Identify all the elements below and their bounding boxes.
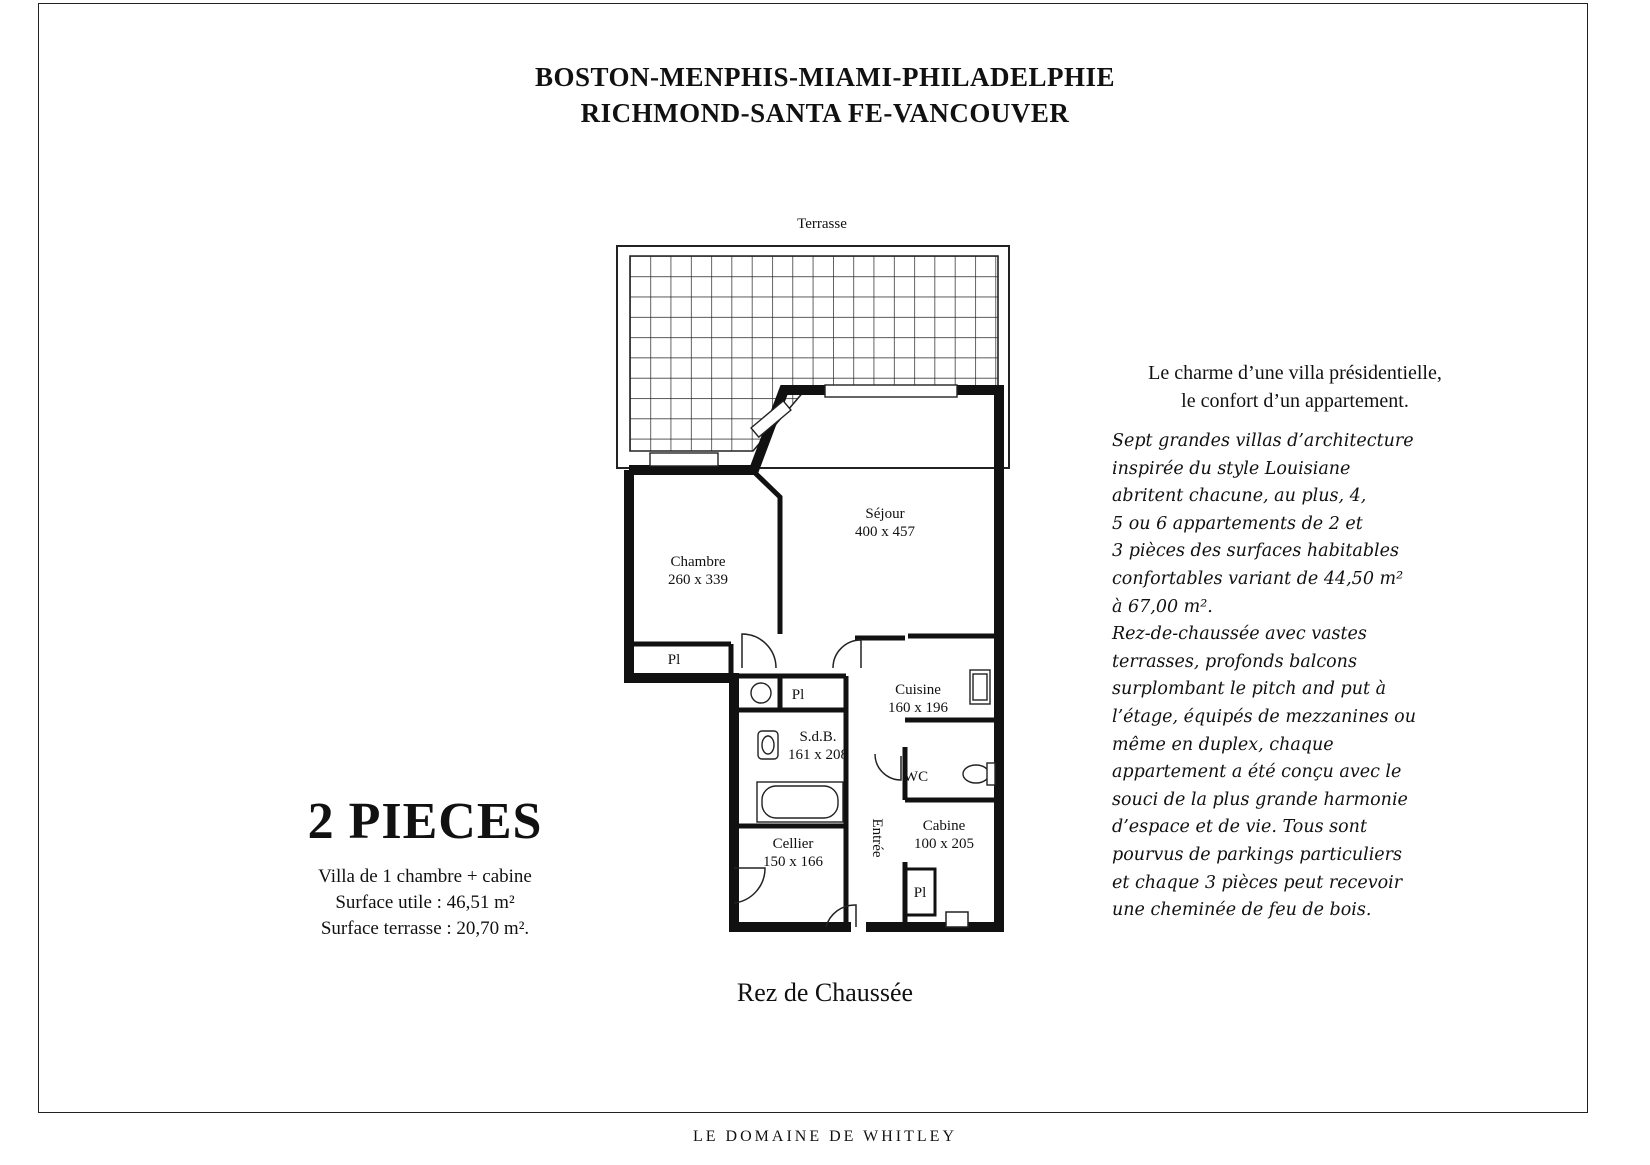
entry-step <box>946 912 968 927</box>
description-line: l’étage, équipés de mezzanines ou <box>1112 706 1416 727</box>
sink-icon <box>758 731 778 759</box>
description-line: une cheminée de feu de bois. <box>1112 900 1372 921</box>
description-line: surplombant le pitch and put à <box>1112 679 1387 700</box>
tagline-line-1: Le charme d’une villa présidentielle, <box>1148 362 1442 384</box>
label-cellier: Cellier <box>772 836 814 852</box>
description-line: 5 ou 6 appartements de 2 et <box>1112 513 1363 534</box>
description-line: et chaque 3 pièces peut recevoir <box>1112 872 1403 893</box>
dims-sejour: 400 x 457 <box>855 524 915 540</box>
footer-brand: LE DOMAINE DE WHITLEY <box>693 1128 957 1145</box>
label-placard-cabine: Pl <box>913 885 927 901</box>
label-chambre: Chambre <box>670 554 726 570</box>
description-line: Sept grandes villas d’architecture <box>1112 431 1414 451</box>
dims-chambre: 260 x 339 <box>668 572 728 588</box>
description-line: d’espace et de vie. Tous sont <box>1112 817 1367 838</box>
label-placard-chambre: Pl <box>667 652 681 668</box>
description-line: appartement a été conçu avec le <box>1112 762 1402 783</box>
door-sejour <box>833 640 861 668</box>
description-line: abritent chacune, au plus, 4, <box>1112 486 1367 507</box>
summary-surface-utile: Surface utile : 46,51 m² <box>335 892 515 913</box>
tagline-line-2: le confort d’un appartement. <box>1181 390 1409 412</box>
summary-surface-terrasse: Surface terrasse : 20,70 m². <box>320 918 530 939</box>
dims-sdb: 161 x 208 <box>788 747 848 763</box>
terrace-tiles <box>630 256 998 451</box>
label-sdb: S.d.B. <box>799 729 837 745</box>
label-entree: Entrée <box>869 818 885 858</box>
dims-cellier: 150 x 166 <box>763 854 823 870</box>
laundry-icon <box>751 683 771 703</box>
room-labels <box>668 506 974 901</box>
description-line: terrasses, profonds balcons <box>1112 651 1357 672</box>
window-sejour <box>825 385 957 397</box>
description-line: 3 pièces des surfaces habitables <box>1112 541 1399 562</box>
title-cities-line-2: RICHMOND-SANTA FE-VANCOUVER <box>580 98 1070 128</box>
terrace <box>617 216 1009 468</box>
description-line: même en duplex, chaque <box>1112 734 1334 755</box>
terrace-label: Terrasse <box>797 216 847 232</box>
door-chambre <box>742 634 776 668</box>
label-wc: WC <box>903 769 929 785</box>
dims-cabine: 100 x 205 <box>914 836 974 852</box>
description-line: souci de la plus grande harmonie <box>1112 789 1408 810</box>
description-line: inspirée du style Louisiane <box>1112 458 1351 479</box>
window-chambre <box>650 453 718 466</box>
door-wc <box>875 754 901 780</box>
title-cities-line-1: BOSTON-MENPHIS-MIAMI-PHILADELPHIE <box>534 62 1116 92</box>
dims-cuisine: 160 x 196 <box>888 700 948 716</box>
description-line: Rez-de-chaussée avec vastes <box>1112 624 1367 645</box>
label-cuisine: Cuisine <box>895 682 941 698</box>
label-cabine: Cabine <box>922 818 966 834</box>
description-line: confortables variant de 44,50 m² <box>1112 568 1404 589</box>
toilet-icon <box>963 765 989 783</box>
summary-rooms: Villa de 1 chambre + cabine <box>318 866 532 887</box>
label-placard-sdb: Pl <box>791 687 805 703</box>
wall-chambre-sejour <box>752 470 780 634</box>
description-line: à 67,00 m². <box>1112 596 1213 617</box>
description-text <box>1112 428 1542 925</box>
level-label: Rez de Chaussée <box>736 978 914 1007</box>
label-sejour: Séjour <box>865 506 905 522</box>
description-line: pourvus de parkings particuliers <box>1112 844 1403 865</box>
apartment-type-title: 2 PIECES <box>307 793 543 850</box>
